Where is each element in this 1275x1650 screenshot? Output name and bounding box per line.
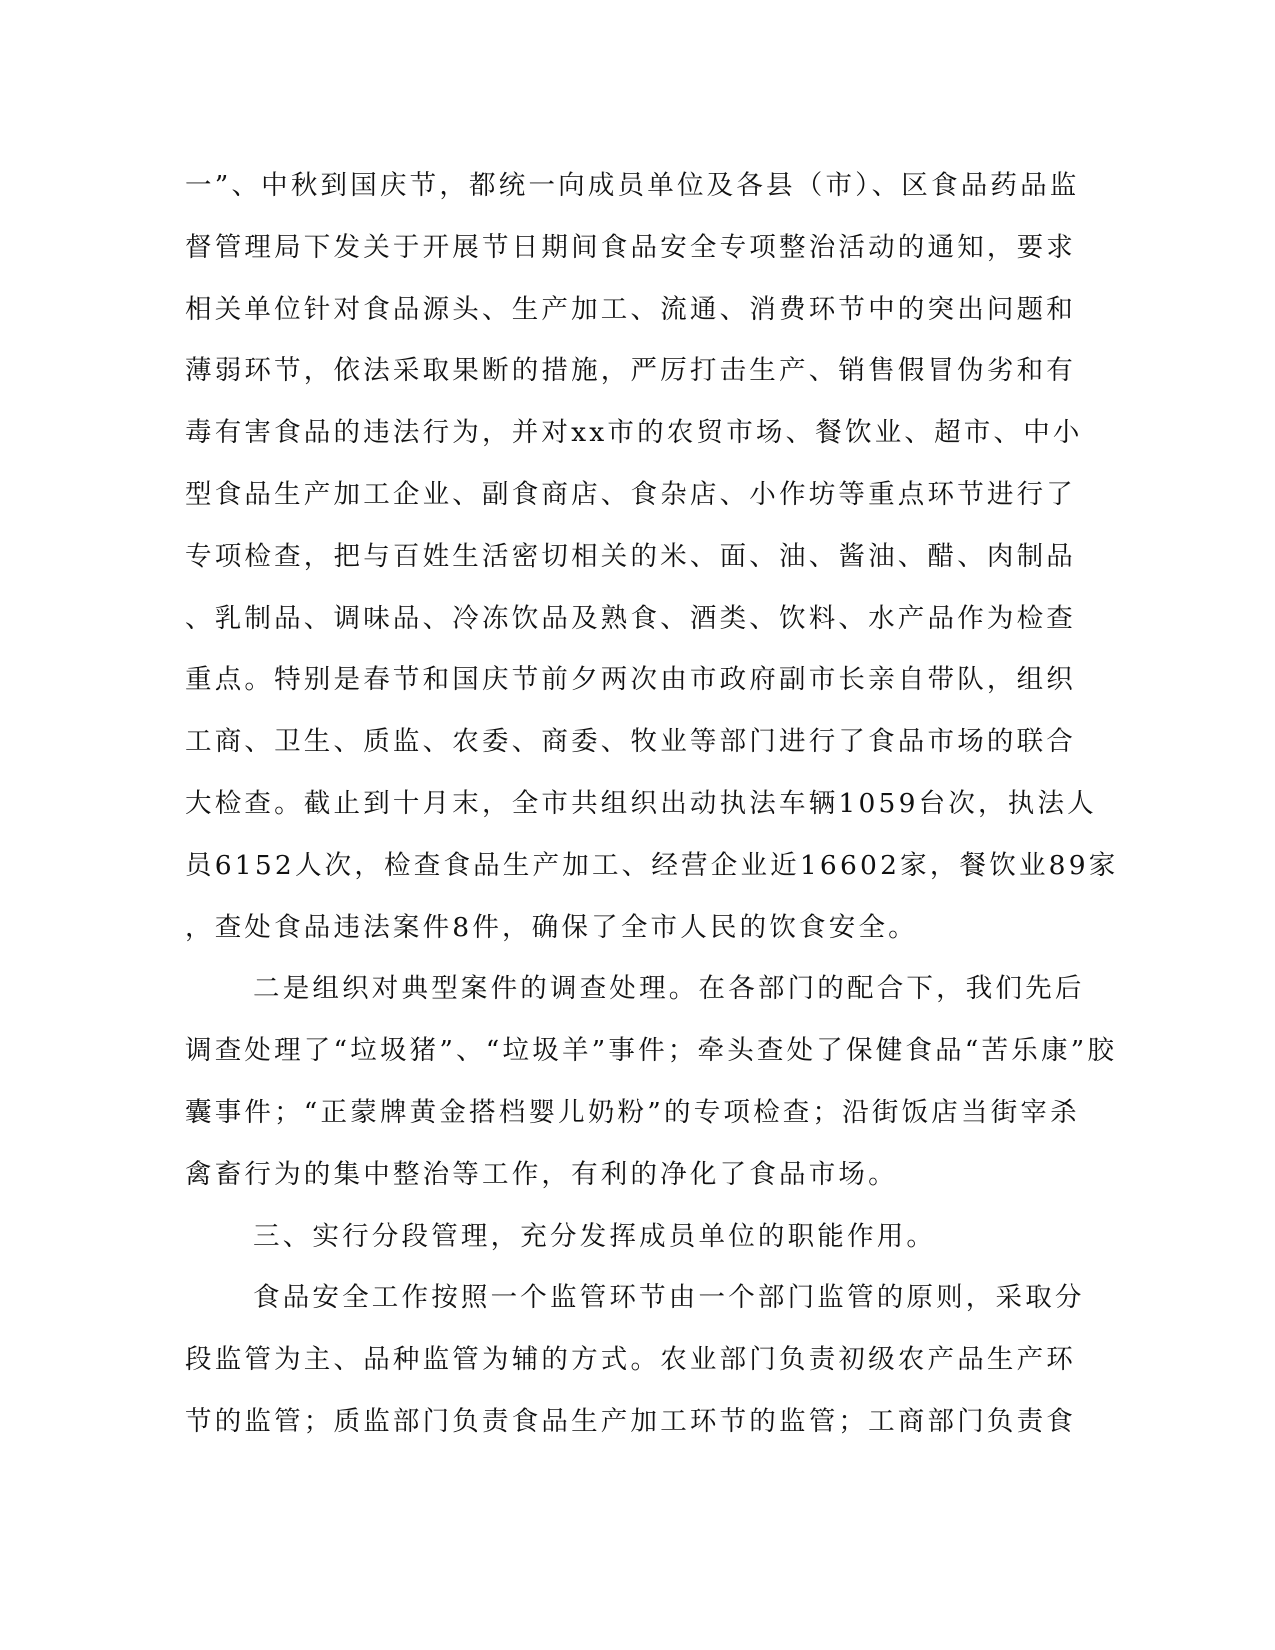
paragraph-start-line: 食品安全工作按照一个监管环节由一个部门监管的原则，采取分 — [253, 1282, 1085, 1314]
text-line: 工商、卫生、质监、农委、商委、牧业等部门进行了食品市场的联合 — [185, 726, 1076, 758]
text-line: 毒有害食品的违法行为，并对xx市的农贸市场、餐饮业、超市、中小 — [185, 417, 1083, 449]
text-line: 薄弱环节，依法采取果断的措施，严厉打击生产、销售假冒伪劣和有 — [185, 355, 1076, 387]
text-line: 禽畜行为的集中整治等工作，有利的净化了食品市场。 — [185, 1158, 898, 1190]
text-line: 相关单位针对食品源头、生产加工、流通、消费环节中的突出问题和 — [185, 293, 1076, 325]
text-line: 型食品生产加工企业、副食商店、食杂店、小作坊等重点环节进行了 — [185, 478, 1076, 510]
text-line: 节的监管；质监部门负责食品生产加工环节的监管；工商部门负责食 — [185, 1405, 1076, 1437]
text-line: 一”、中秋到国庆节，都统一向成员单位及各县（市）、区食品药品监 — [185, 170, 1080, 201]
text-line: 大检查。截止到十月末，全市共组织出动执法车辆1059台次，执法人 — [185, 787, 1097, 819]
text-line: 督管理局下发关于开展节日期间食品安全专项整治活动的通知，要求 — [185, 231, 1076, 263]
document-body — [185, 155, 1119, 1453]
section-heading: 三、实行分段管理，充分发挥成员单位的职能作用。 — [253, 1220, 937, 1252]
text-line: 囊事件；“正蒙牌黄金搭档婴儿奶粉”的专项检查；沿街饭店当街宰杀 — [185, 1096, 1080, 1128]
text-line: 段监管为主、品种监管为辅的方式。农业部门负责初级农产品生产环 — [185, 1344, 1076, 1376]
text-line: 重点。特别是春节和国庆节前夕两次由市政府副市长亲自带队，组织 — [185, 664, 1076, 696]
text-line: 、乳制品、调味品、冷冻饮品及熟食、酒类、饮料、水产品作为检查 — [185, 602, 1076, 634]
text-line: 员6152人次，检查食品生产加工、经营企业近16602家，餐饮业89家 — [185, 849, 1119, 881]
text-line: 调查处理了“垃圾猪”、“垃圾羊”事件；牵头查处了保健食品“苦乐康”胶 — [185, 1035, 1118, 1067]
text-line: ，查处食品违法案件8件，确保了全市人民的饮食安全。 — [185, 911, 918, 943]
paragraph-start-line: 二是组织对典型案件的调查处理。在各部门的配合下，我们先后 — [253, 973, 1085, 1005]
text-line: 专项检查，把与百姓生活密切相关的米、面、油、酱油、醋、肉制品 — [185, 540, 1076, 572]
